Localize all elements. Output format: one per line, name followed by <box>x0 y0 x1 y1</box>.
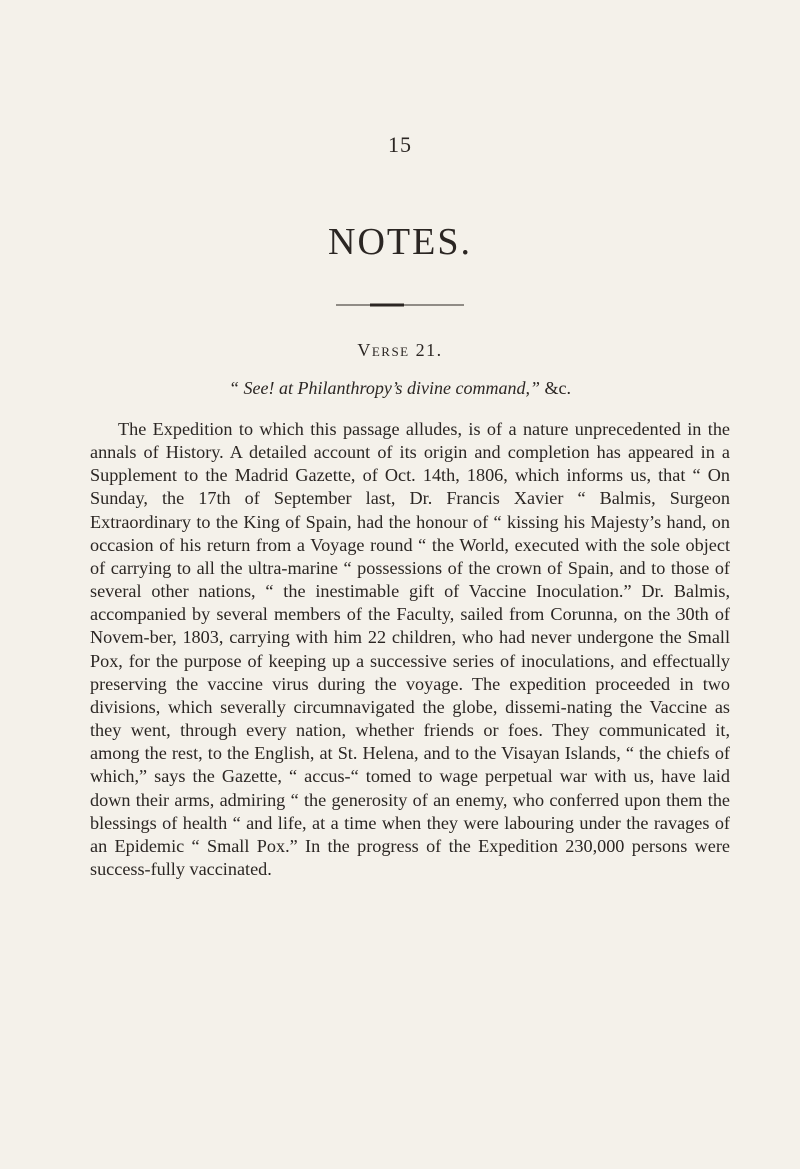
quote-close-mark: ” <box>529 378 540 398</box>
ornamental-rule <box>336 303 464 305</box>
quote-open-mark: “ <box>229 378 240 398</box>
ornamental-rule-graphic <box>336 303 464 307</box>
page-title: NOTES. <box>328 221 472 263</box>
quoted-line <box>0 378 800 399</box>
quote-text: See! at Philanthropy’s divine command, <box>243 378 530 398</box>
verse-reference: Verse 21. <box>357 340 443 360</box>
note-paragraph: The Expedition to which this passage alludes, is of a nature unprecedented in the annals of History. A detailed account of its origin and completion has appeared in a Supplement to the Madrid Gazette, of Oct. 14th, 1806, which informs us, that “ On Sunday, the 17th of September last, Dr. Francis Xavier “ Balmis, Surgeon Extraordinary to the King of Spain, had the honour of “ kissing his Majesty’s hand, on occasion of his return from a Voyage round “ the World, executed with the sole object of carrying to all the ultra-marine “ possessions of the crown of Spain, and to those of several other nations, “ the inestimable gift of Vaccine Inoculation.” Dr. Balmis, accompanied by several members of the Faculty, sailed from Corunna, on the 30th of Novem-ber, 1803, carrying with him 22 children, who had never undergone the Small Pox, for the purpose of keeping up a successive series of inoculations, and effectually preserving the vaccine virus during the voyage. The expedition proceeded in two divisions, which severally circumnavigated the globe, dissemi-nating the Vaccine as they went, through every nation, whether friends or foes. They communicated it, among the rest, to the English, at St. Helena, and to the Visayan Islands, “ the chiefs of which,” says the Gazette, “ accus-“ tomed to wage perpetual war with us, have laid down their arms, admiring “ the generosity of an enemy, who conferred upon them the blessings of health “ and life, at a time when they were labouring under the ravages of an Epidemic “ Small Pox.” In the progress of the Expedition 230,000 persons were success-fully vaccinated. <box>90 419 730 879</box>
page-number: 15 <box>388 132 412 157</box>
quote-etc: &c. <box>539 378 571 398</box>
